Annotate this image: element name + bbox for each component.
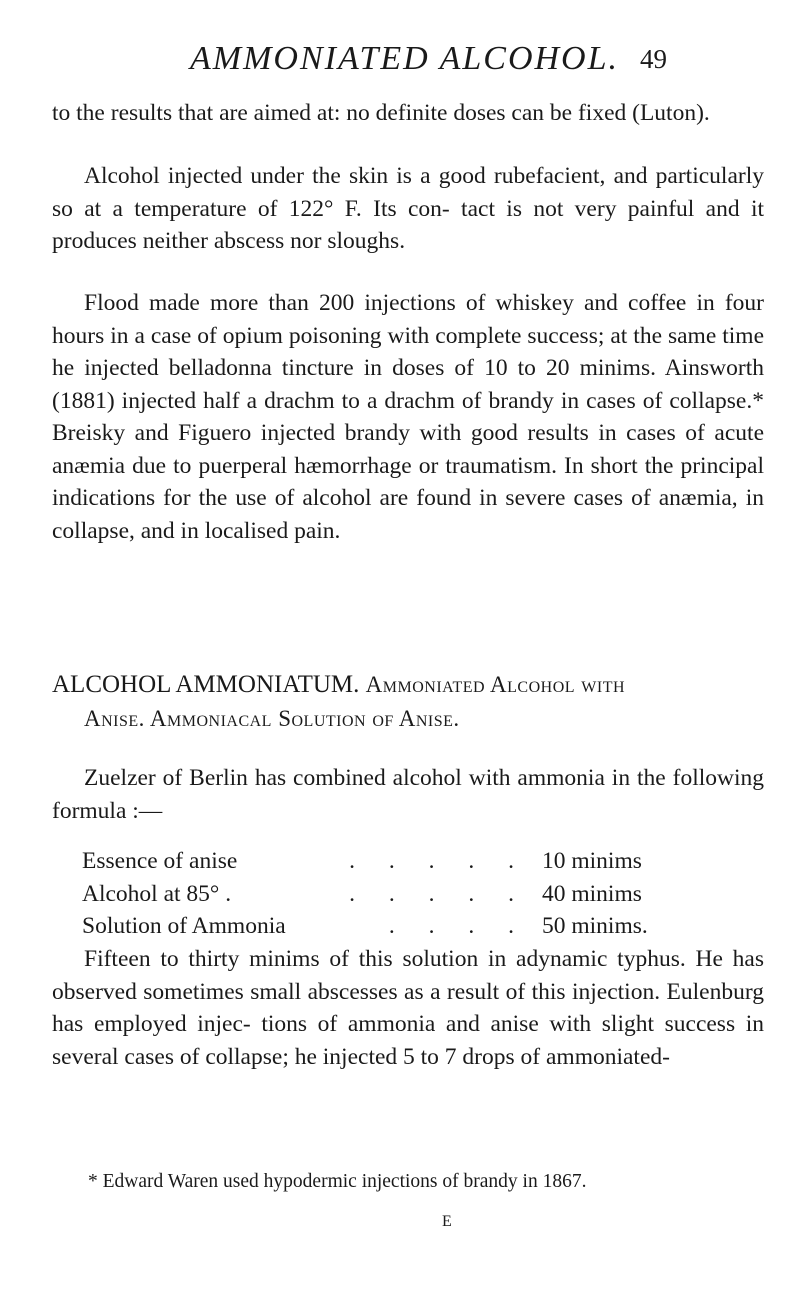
formula-quantity: 40 minims [542,880,642,907]
formula-leader-dots: . . . . . [349,880,528,907]
paragraph-text: Flood made more than 200 injections of whiskey and coffee in four hours in a case of opium poisoning with complete success; at the same time he injected belladonna tincture in doses of 10 to 20 minims. Ainsworth (1881) injected half a drachm to a drachm of brandy in cases of collapse.* Breisky and Figuero injected brandy with good results in cases of acute anæmia due to puerperal hæmorrhage or traumatism. In short the principal indications for the use of alcohol are found in severe cases of anæmia, in collapse, and in localised pain. [52,290,764,544]
paragraph-injections [52,287,764,547]
section-title: ALCOHOL AMMONIATUM. [52,671,360,698]
formula-ingredient: Essence of anise [82,848,238,874]
section-subtitle-continued: Anise. Ammoniacal Solution of Anise. [84,706,460,731]
paragraph-typhus [52,943,764,1073]
formula-row [82,845,702,878]
paragraph-text: Zuelzer of Berlin has combined alcohol with ammonia in the following formula :— [52,765,764,824]
paragraph-text: Alcohol injected under the skin is a good rubefacient, and particularly so at a temperature of 122° F. Its con- tact is not very painful and it produces neither abscess nor sloughs. [52,163,764,254]
paragraph-zuelzer [52,762,764,827]
formula-ingredient: Solution of Ammonia [82,913,286,939]
running-title: AMMONIATED ALCOHOL. [190,40,620,77]
paragraph-text: to the results that are aimed at: no definite doses can be fixed (Luton). [52,100,710,126]
formula-quantity: 10 minims [542,848,642,874]
formula-row [82,878,702,911]
signature-mark: E [442,1213,452,1230]
formula-quantity: 50 minims. [542,913,648,939]
section-subtitle: Ammoniated Alcohol with [365,672,626,697]
page-number: 49 [640,44,667,74]
formula-row [82,910,702,943]
footnote: * Edward Waren used hypodermic injections of brandy in 1867. [88,1171,587,1192]
paragraph-text: Fifteen to thirty minims of this solution in adynamic typhus. He has observed sometimes small abscesses as a result of this injection. Eulenburg has employed injec- tions of ammonia and anise with slight success in several cases of collapse; he injected 5 to 7 drops of ammoniated- [52,946,764,1070]
section-heading [52,668,772,736]
paragraph-rubefacient [52,160,764,258]
paragraph-continuation [52,97,764,130]
formula-ingredient: Alcohol at 85° . [82,880,232,907]
formula-leader-dots: . . . . [388,913,528,939]
formula-leader-dots: . . . . . [349,848,528,874]
formula-table [82,845,702,943]
